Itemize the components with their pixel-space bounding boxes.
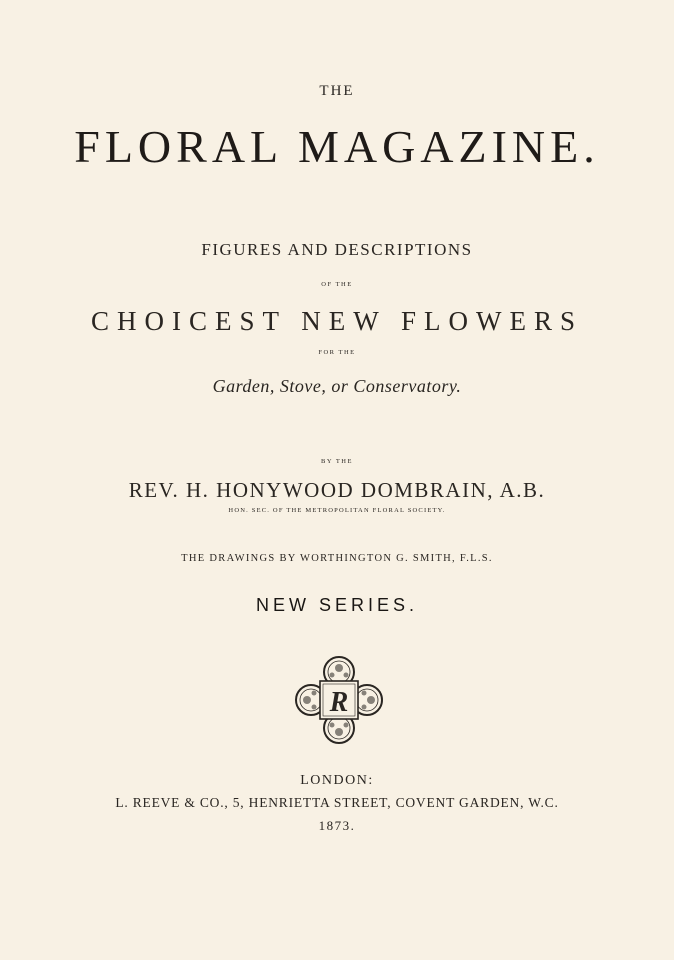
garden-stove-conservatory: Garden, Stove, or Conservatory. — [212, 376, 462, 396]
drawings-credit: THE DRAWINGS BY WORTHINGTON G. SMITH, F.L.S. — [181, 553, 493, 564]
of-the-text: OF THE — [321, 281, 353, 288]
title-prefix: THE — [319, 83, 355, 99]
imprint-publisher: L. REEVE & CO., 5, HENRIETTA STREET, COVENT GARDEN, W.C. — [115, 795, 559, 810]
for-the-text: FOR THE — [318, 349, 356, 356]
magazine-title: FLORAL MAGAZINE. — [74, 121, 600, 172]
imprint-city: LONDON: — [300, 773, 374, 788]
emblem-letter: R — [329, 687, 349, 718]
choicest-new-flowers: CHOICEST NEW FLOWERS — [90, 306, 583, 336]
author-name: REV. H. HONYWOOD DOMBRAIN, A.B. — [128, 478, 546, 502]
by-the-text: BY THE — [321, 458, 353, 465]
author-title: HON. SEC. OF THE METROPOLITAN FLORAL SOCIETY. — [228, 507, 446, 514]
subtitle: FIGURES AND DESCRIPTIONS — [201, 240, 473, 259]
publisher-emblem-icon — [294, 655, 384, 745]
imprint-year: 1873. — [318, 818, 356, 833]
series-label: NEW SERIES. — [255, 595, 419, 615]
